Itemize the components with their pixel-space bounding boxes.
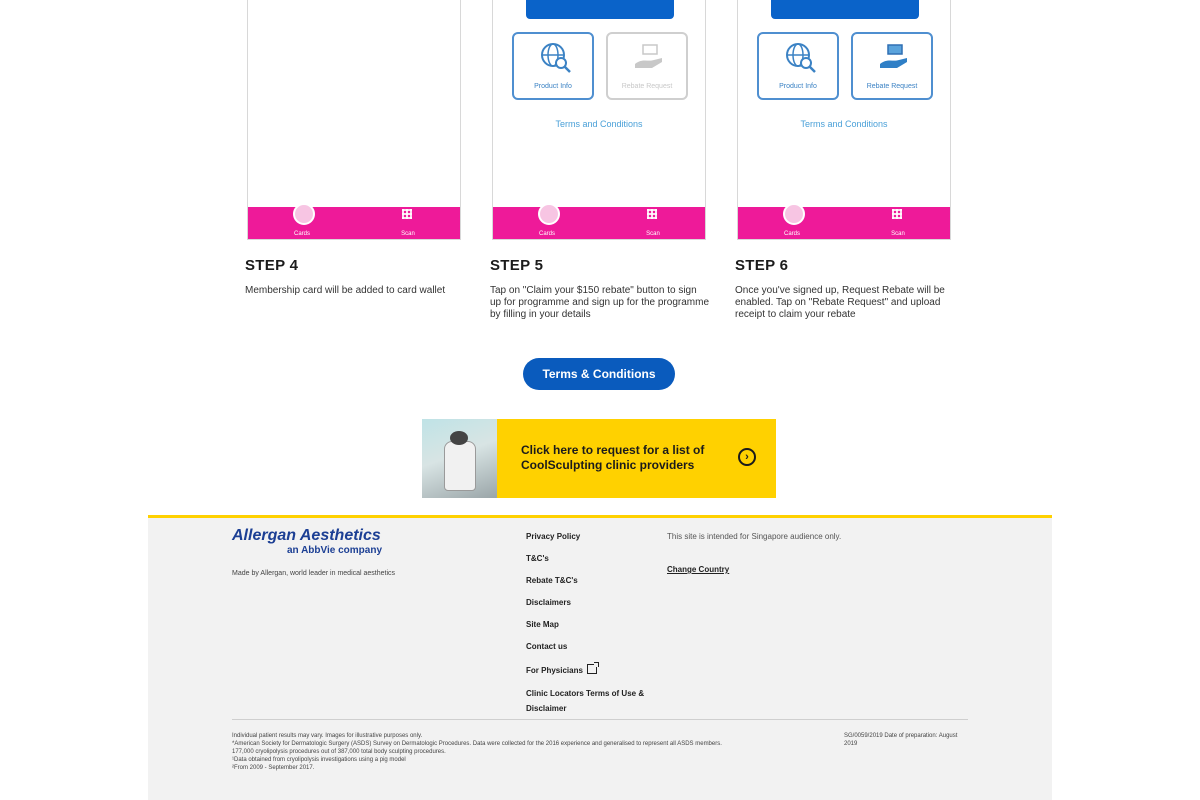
footer-link-tcs[interactable]: T&C's [526,554,549,563]
product-info-tile[interactable]: Product Info [512,32,594,100]
made-by-text: Made by Allergan, world leader in medical aesthetics [232,570,396,577]
tab-scan[interactable]: Scan [378,207,438,239]
tab-cards[interactable]: Cards [272,207,332,239]
rebate-request-tile[interactable]: Rebate Request [851,32,933,100]
preparation-note: SG/0059/2019 Date of preparation: August 2019 [844,733,958,747]
step6-desc: Once you've signed up, Request Rebate will be enabled. Tap on "Rebate Request" and upload receipt to claim your rebate [735,285,945,320]
globe-search-icon [783,40,817,74]
change-country-link[interactable]: Change Country [667,565,730,574]
abbvie-tagline: an AbbVie company [287,545,383,556]
chevron-right-circle-icon[interactable]: › [738,448,756,466]
step5-title: STEP 5 [490,257,544,274]
footer-divider [232,719,968,720]
product-info-tile[interactable]: Product Info [757,32,839,100]
footer-link-physicians[interactable]: For Physicians [526,664,656,686]
step4-title: STEP 4 [245,257,299,274]
audience-note: This site is intended for Singapore audience only. [667,532,842,541]
terms-conditions-button[interactable]: Terms & Conditions [523,358,675,390]
phone-mockup-step5 [492,0,706,240]
clinic-providers-banner[interactable] [422,419,776,498]
footer-link-disclaimers[interactable]: Disclaimers [526,598,571,607]
tab-scan[interactable]: Scan [623,207,683,239]
step6-title: STEP 6 [735,257,789,274]
hand-cash-icon [877,40,911,74]
step4-desc: Membership card will be added to card wallet [245,285,446,296]
tab-bar [738,207,950,239]
tab-bar [248,207,460,239]
footer-link-rebate-tcs[interactable]: Rebate T&C's [526,576,578,585]
footer [148,515,1052,800]
footer-link-contact[interactable]: Contact us [526,642,568,651]
claim-rebate-button[interactable] [771,0,919,19]
tab-cards[interactable]: Cards [762,207,822,239]
terms-link[interactable]: Terms and Conditions [800,119,888,129]
step5-desc: Tap on "Claim your $150 rebate" button to sign up for programme and sign up for the programme by filling in your details [490,285,709,320]
footer-link-sitemap[interactable]: Site Map [526,620,559,629]
hand-cash-icon [632,40,666,74]
globe-search-icon [538,40,572,74]
qr-code-icon [402,209,412,219]
terms-link[interactable]: Terms and Conditions [555,119,643,129]
disclaimer-text: Individual patient results may vary. Images for illustrative purposes only. *American Society for Dermatologic Surgery (ASDS) Survey on Dermatologic Procedures. Data were collected for the 2016 experience and generalised to represent all ASDS members. 177,000 cryolipolysis procedures out of 387,000 total body sculpting procedures. ¹Data obtained from cryolipolysis investigations using a pig model ²From 2009 - September 2017. [232,733,722,771]
phone-mockup-step6 [737,0,951,240]
footer-link-privacy[interactable]: Privacy Policy [526,532,581,541]
footer-link-clinic-locators[interactable]: Clinic Locators Terms of Use & Disclaimer [526,689,645,713]
cards-icon [783,203,805,225]
banner-text: Click here to request for a list of CoolSculpting clinic providers [521,443,705,472]
phone-mockup-step4 [247,0,461,240]
qr-code-icon [892,209,902,219]
qr-code-icon [647,209,657,219]
allergan-logo[interactable]: Allergan Aesthetics [232,527,381,544]
tab-bar [493,207,705,239]
cards-icon [293,203,315,225]
external-link-icon [587,664,597,674]
cards-icon [538,203,560,225]
coolsculpting-machine-image [422,419,497,498]
rebate-request-tile: Rebate Request [606,32,688,100]
footer-links [526,532,656,716]
tab-cards[interactable]: Cards [517,207,577,239]
claim-rebate-button[interactable] [526,0,674,19]
tab-scan[interactable]: Scan [868,207,928,239]
